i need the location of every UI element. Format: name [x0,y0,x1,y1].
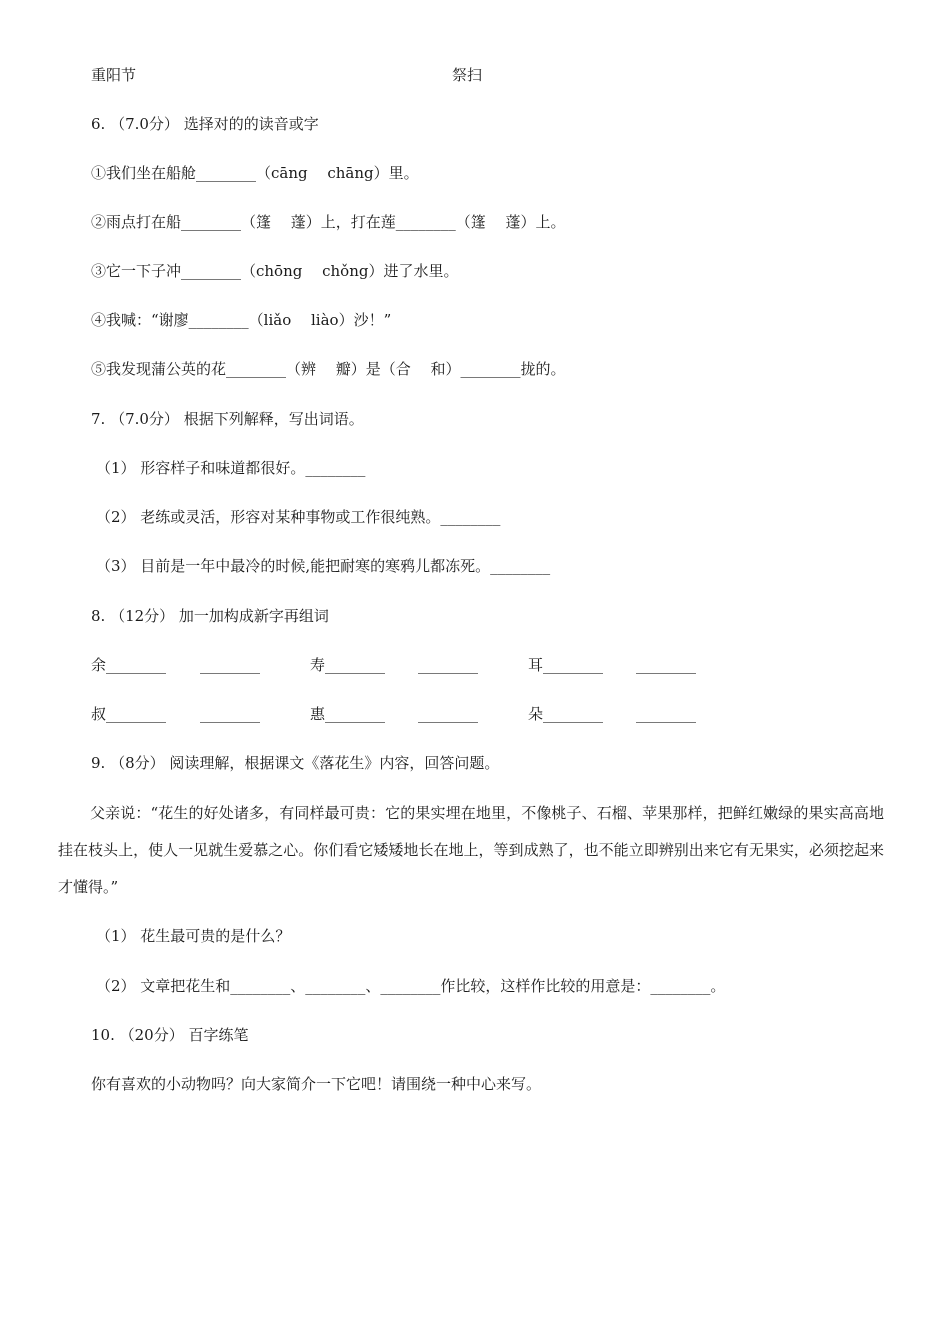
question-9-passage: 父亲说：“花生的好处诸多，有同样最可贵：它的果实埋在地里，不像桃子、石榴、苹果那样，把鲜红嫩绿的果实高高地挂在枝头上，使人一见就生爱慕之心。你们看它矮矮地长在地上，等到成熟了，也不能立即辨别出来它有无果实，必须挖起来才懂得。” [58,804,884,896]
question-8-row-2-cell-5: 朵________ [528,705,604,723]
question-9-item-1: （1） 花生最可贵的是什么？ [96,927,291,945]
top-row-left: 重阳节 [91,66,137,84]
question-6-item-1: ①我们坐在船舱________（cāng chāng）里。 [91,164,419,182]
top-row-right: 祭扫 [452,66,483,84]
question-10-prompt: 你有喜欢的小动物吗？向大家简介一下它吧！请围绕一种中心来写。 [91,1075,542,1093]
question-6-header: 6. （7.0分） 选择对的的读音或字 [91,115,319,133]
question-8-row-1-cell-5: 耳________ [528,656,604,674]
question-8-row-2-cell-3: 惠________ [310,705,386,723]
question-6-item-4: ④我喊：“谢廖________（liǎo liào）沙！” [91,311,392,329]
question-6-item-5: ⑤我发现蒲公英的花________（辨 瓣）是（合 和）________拢的。 [91,360,566,378]
question-8-row-1-cell-3: 寿________ [310,656,386,674]
question-8-row-1-cell-4: ________ [418,656,478,674]
question-8-row-2-cell-4: ________ [418,705,478,723]
question-8-row-1-cell-1: 余________ [91,656,167,674]
question-8-row-2-cell-2: ________ [200,705,260,723]
question-9-header: 9. （8分） 阅读理解，根据课文《落花生》内容，回答问题。 [91,754,500,772]
question-8-row-1-cell-2: ________ [200,656,260,674]
question-6-item-3: ③它一下子冲________（chōng chǒng）进了水里。 [91,262,459,280]
question-8-row-2-cell-6: ________ [636,705,696,723]
question-8-row-2-cell-1: 叔________ [91,705,167,723]
question-7-header: 7. （7.0分） 根据下列解释，写出词语。 [91,410,364,428]
question-9-item-2: （2） 文章把花生和________、________、________作比较，这样作比较的用意是：________。 [96,977,726,995]
question-7-item-1: （1） 形容样子和味道都很好。________ [96,459,366,477]
question-8-header: 8. （12分） 加一加构成新字再组词 [91,607,329,625]
question-8-row-1-cell-6: ________ [636,656,696,674]
question-6-item-2: ②雨点打在船________（篷 蓬）上，打在莲________（篷 蓬）上。 [91,213,566,231]
question-7-item-3: （3） 目前是一年中最冷的时候,能把耐寒的寒鸦儿都冻死。________ [96,557,551,575]
question-10-header: 10. （20分） 百字练笔 [91,1026,249,1044]
question-7-item-2: （2） 老练或灵活，形容对某种事物或工作很纯熟。________ [96,508,501,526]
